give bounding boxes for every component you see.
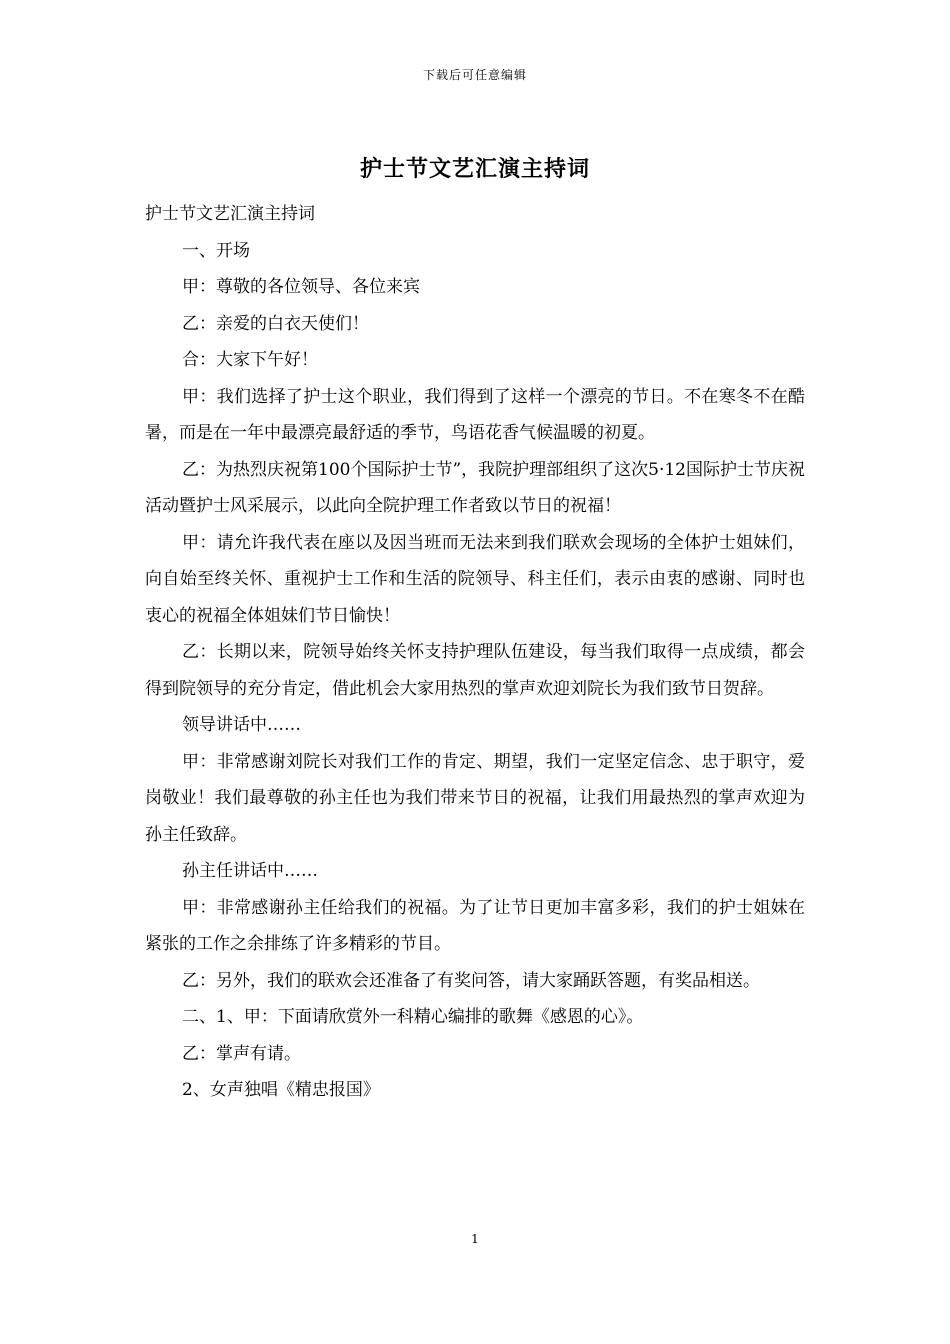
paragraph: 乙：另外，我们的联欢会还准备了有奖问答，请大家踊跃答题，有奖品相送。: [182, 970, 760, 991]
paragraph: 甲：非常感谢孙主任给我们的祝福。为了让节日更加丰富多彩，我们的护士姐妹在紧张的工作之余排练了许多精彩的节目。: [145, 897, 805, 954]
paragraph: 合：大家下午好！: [182, 350, 318, 370]
paragraph: 领导讲话中……: [182, 715, 301, 735]
paragraph: 乙：长期以来，院领导始终关怀支持护理队伍建设，每当我们取得一点成绩，都会得到院领导的充分肯定，借此机会大家用热烈的掌声欢迎刘院长为我们致节日贺辞。: [145, 642, 805, 699]
paragraph: 二、1、甲：下面请欣赏外一科精心编排的歌舞《感恩的心》。: [182, 1007, 644, 1027]
paragraph: 护士节文艺汇演主持词: [145, 204, 315, 224]
paragraph: 乙：亲爱的白衣天使们！: [182, 313, 369, 334]
document-body: [145, 196, 805, 1109]
paragraph: 甲：我们选择了护士这个职业，我们得到了这样一个漂亮的节日。不在寒冬不在酷暑，而是在一年中最漂亮最舒适的季节，鸟语花香气候温暖的初夏。: [145, 386, 805, 443]
paragraph: 甲：请允许我代表在座以及因当班而无法来到我们联欢会现场的全体护士姐妹们，向自始至终关怀、重视护士工作和生活的院领导、科主任们，表示由衷的感谢、同时也衷心的祝福全体姐妹们节日愉快！: [145, 532, 805, 626]
paragraph: 2、女声独唱《精忠报国》: [182, 1080, 380, 1100]
paragraph: 孙主任讲话中……: [182, 861, 318, 881]
paragraph: 一、开场: [182, 240, 250, 261]
paragraph: 甲：尊敬的各位领导、各位来宾: [182, 277, 420, 297]
document-title: 护士节文艺汇演主持词: [359, 156, 590, 182]
paragraph: 甲：非常感谢刘院长对我们工作的肯定、期望，我们一定坚定信念、忠于职守，爱岗敬业！我们最尊敬的孙主任也为我们带来节日的祝福，让我们用最热烈的掌声欢迎为孙主任致辞。: [145, 751, 805, 845]
page-number: 1: [471, 1232, 479, 1246]
paragraph: 乙：掌声有请。: [182, 1043, 301, 1064]
header-note: 下载后可任意编辑: [422, 68, 527, 82]
paragraph: 乙：为热烈庆祝第100个国际护士节”，我院护理部组织了这次5·12国际护士节庆祝活动暨护士风采展示，以此向全院护理工作者致以节日的祝福！: [145, 459, 805, 516]
